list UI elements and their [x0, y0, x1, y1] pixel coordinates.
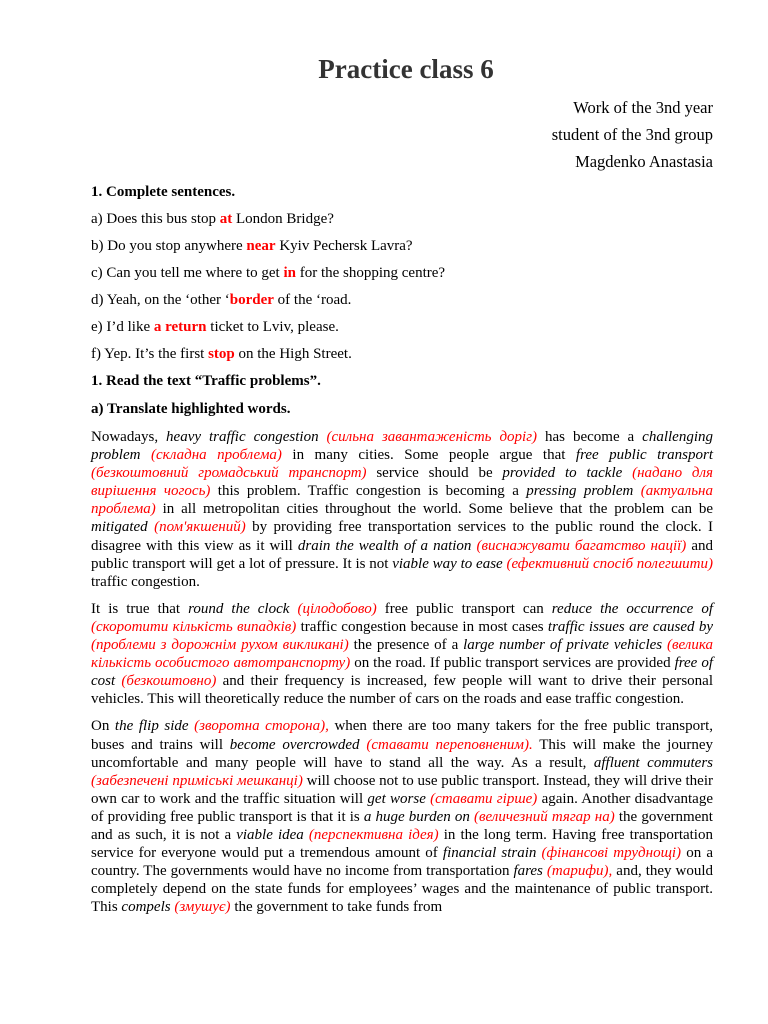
exercise-item	[91, 264, 713, 282]
translation: (актуальна проблема)	[91, 483, 713, 518]
exercise-answer: near	[246, 238, 276, 254]
exercise-item	[91, 210, 713, 228]
body-text: again. Another disadvantage of providing free public transport is that it is	[91, 790, 713, 825]
section2-subheading: a) Translate highlighted words.	[91, 401, 291, 417]
translation: (складна проблема)	[140, 447, 282, 464]
translation: (ефективний спосіб полегшити)	[502, 555, 713, 572]
exercise-text: b) Do you stop anywhere	[91, 238, 247, 254]
exercise-item	[91, 237, 713, 255]
body-text: It is true that	[91, 600, 189, 617]
translation: (фінансові труднощі)	[536, 845, 682, 862]
exercise-text: f) Yep. It’s the first	[91, 346, 209, 362]
exercise-text: on the High Street.	[234, 346, 352, 362]
translation: (проблеми з дорожнім рухом викликані)	[91, 637, 349, 654]
translation: (пом'якшений)	[147, 519, 246, 536]
body-text: in all metropolitan cities throughout the world. Some believe that the problem can be	[155, 501, 713, 518]
exercise-text: d) Yeah, on the ‘other ‘	[91, 292, 230, 308]
exercise-item	[91, 291, 713, 309]
translation: (скоротити кількість випадків)	[91, 618, 297, 635]
exercise-text: London Bridge?	[232, 211, 334, 227]
body-text: and, they would completely depend on the state funds for employees’ wages and the maintenance of public transport. This	[91, 863, 714, 916]
exercise-answer: at	[219, 211, 233, 227]
paragraph-3	[91, 717, 713, 916]
exercise-list	[91, 210, 713, 363]
body-text: in the long term. Having free transportation service for everyone would put a tremendous amount of	[91, 826, 713, 862]
highlighted-term: financial strain	[442, 845, 537, 862]
translation: (безкоштовно)	[115, 673, 217, 690]
highlighted-term: mitigated	[91, 519, 148, 536]
highlighted-term: challenging problem	[91, 429, 713, 464]
highlighted-term: viable idea	[236, 826, 304, 843]
highlighted-term: the flip side	[114, 718, 189, 735]
body-text: and public transport will get a lot of pressure. It is not	[91, 537, 713, 572]
body-text: On	[91, 718, 115, 735]
exercise-text: c) Can you tell me where to get	[91, 265, 284, 281]
highlighted-term: become overcrowded	[229, 736, 360, 753]
highlighted-term: affluent commuters	[593, 754, 713, 771]
exercise-text: e) I’d like	[91, 319, 154, 335]
author-block	[91, 94, 713, 175]
body-text: and their frequency is increased, few people will want to drive their personal vehicles. This will theoretically reduce the number of cars on the roads and ease traffic congestion.	[91, 673, 713, 708]
highlighted-term: viable way to ease	[392, 555, 503, 572]
translation: (забезпечені приміські мешканці)	[91, 772, 303, 789]
highlighted-term: traffic issues are caused by	[547, 618, 714, 635]
body-text: on a country. The governments would have no income from transportation	[91, 845, 713, 880]
body-text: the presence of a	[348, 637, 464, 654]
highlighted-term: compels	[121, 899, 171, 916]
body-text: traffic congestion because in most cases	[296, 618, 548, 635]
body-text: will choose not to use public transport. Instead, they will drive their own car to work and the traffic situation will	[91, 772, 713, 807]
translation: (величезний тягар на)	[469, 808, 615, 825]
paragraph-1	[91, 428, 713, 591]
exercise-text: Kyiv Pechersk Lavra?	[275, 238, 413, 254]
body-text: this problem. Traffic congestion is becoming a	[210, 483, 527, 500]
body-text: has become a	[537, 429, 643, 445]
translation: (змушує)	[170, 899, 231, 916]
translation: (надано для вирішення чогось)	[91, 465, 713, 500]
highlighted-term: free public transport	[575, 447, 713, 464]
section1-heading: 1. Complete sentences.	[91, 184, 236, 200]
translation: (цілодобово)	[289, 600, 377, 617]
exercise-answer: a return	[153, 319, 207, 335]
page-title: Practice class 6	[318, 54, 494, 84]
author-year-line: Work of the 3nd year	[573, 98, 713, 117]
exercise-text: a) Does this bus stop	[91, 211, 220, 227]
body-text: by providing free transportation services to the public round the clock. I disagree with this view as it will	[91, 519, 713, 554]
body-text: traffic congestion.	[91, 573, 200, 590]
highlighted-term: provided to tackle	[502, 465, 623, 482]
highlighted-term: fares	[513, 863, 543, 880]
translation: (ставати гірше)	[425, 790, 538, 807]
highlighted-term: round the clock	[188, 600, 290, 617]
translation: (ставати переповненим).	[359, 736, 533, 753]
highlighted-term: free of cost	[91, 655, 713, 690]
highlighted-term: get worse	[367, 790, 426, 807]
highlighted-term: heavy traffic congestion	[166, 429, 319, 445]
exercise-answer: in	[283, 265, 296, 281]
body-text: free public transport can	[376, 600, 552, 617]
highlighted-term: a huge burden on	[363, 808, 470, 825]
paragraph-2	[91, 600, 713, 709]
body-text: the government to take funds from	[230, 899, 443, 916]
body-text: service should be	[366, 465, 503, 482]
exercise-item	[91, 345, 713, 363]
exercise-answer: stop	[208, 346, 235, 362]
body-text: on the road. If public transport services are provided	[350, 655, 675, 672]
translation: (безкоштовний громадський транспорт)	[91, 465, 367, 482]
translation: (сильна завантаженість доріг)	[318, 429, 538, 445]
translation: (зворотна сторона),	[188, 718, 329, 735]
highlighted-term: reduce the occurrence of	[551, 600, 714, 617]
author-group-line: student of the 3nd group	[551, 125, 713, 144]
translation: (тарифи),	[542, 863, 613, 880]
body-text: in many cities. Some people argue that	[281, 447, 576, 464]
exercise-text: of the ‘road.	[273, 292, 352, 308]
section2-heading: 1. Read the text “Traffic problems”.	[91, 373, 321, 389]
body-text: the government and as such, it is not a	[91, 808, 713, 843]
highlighted-term: large number of private vehicles	[463, 637, 663, 654]
exercise-text: ticket to Lviv, please.	[206, 319, 339, 335]
translation: (перспективна ідея)	[303, 826, 439, 843]
exercise-text: for the shopping centre?	[295, 265, 446, 281]
body-text: This will make the journey uncomfortable and many people will have to stand all the way. As a result,	[91, 736, 713, 771]
translation: (велика кількість особистого автотранспорту)	[91, 637, 713, 672]
body-text: when there are too many takers for the free public transport, buses and trains will	[91, 718, 713, 753]
exercise-item	[91, 318, 713, 336]
author-name: Magdenko Anastasia	[575, 152, 713, 171]
highlighted-term: drain the wealth of a nation	[297, 537, 472, 554]
highlighted-term: pressing problem	[526, 483, 634, 500]
body-text: Nowadays,	[91, 429, 167, 445]
exercise-answer: border	[229, 292, 274, 308]
translation: (виснажувати багатство нації)	[471, 537, 687, 554]
